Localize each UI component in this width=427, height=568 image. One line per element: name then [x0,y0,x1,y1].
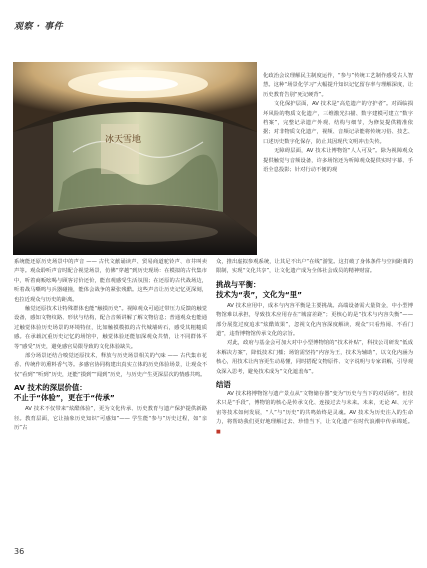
exhibition-hall-photo [13,62,257,255]
paragraph: 无障碍层面，AV 技术让博物馆“人人可及”。除为视障观众提供触觉与音频设备，许多场馆还为听障观众提供实时字幕、手语全息投影；针对行动不便的观 [263,148,413,174]
paragraph: 对此，政府与基金会可加大对中小型博物馆的“技术补贴”，科技公司研发“低成本解决方案”，降低技术门槛；场馆需坚持“内容为王，技术为辅助”，以文化内涵为核心，用技术让内容更生动易懂，同时搭配文物原件、文字说明与专家讲解，引导观众深入思考，避免技术成为“文化遮羞布”。 [216,340,413,375]
paragraph: 众，推出虚拟参观系统，让其足不出户“在线”游览。这打破了身体条件与空间距离的限制，实现“文化共享”，让文化遗产成为全体社会成员的精神财富。 [216,259,413,275]
paragraph: 文化保护层面，AV 技术是“高危遗产的守护者”。对面临损坏风险的物质文化遗产，三维激光扫描、数字建模可建立“数字档案”，完整记录遗产外观、结构与细节，为修复提供精准依据；对非物质文化遗产，视频、音频记录能将传统习俗、技艺、口述历史数字化保存，防止其因现代文明冲击失传。 [263,101,413,145]
section-heading: 结语 [216,380,231,390]
section-subheading: 不止于“体验”，更在于“传承” [14,393,115,403]
end-mark: ■ [216,428,221,435]
section-header [14,14,134,32]
conclusion-text: AV 技术将博物馆与遗产景点从“文物储存器”变为“历史与当下的对话场”。但技术只是“手段”，博物馆的核心是传承文化、连接过去与未来。未来，无论 AI、元宇宙等技术如何发展，“人”与“历史”的共鸣始终是灵魂。AV 技术为历史注入的生命力，将帮助我们更好地理解过去、珍惜当下，让文化遗产在时代浪潮中传承绵延。 [216,391,413,426]
section-subheading: 技术为“表”，文化为“里” [216,289,302,299]
exhibition-hall-illustration [13,62,257,255]
column-left [14,258,207,434]
paragraph: 系统能还原历史场景中的声音 —— 古代文献诵读声、贸易商道驼铃声、市井叫卖声等。观众聆听声音时配合视觉场景，仿佛“穿越”到历史现场：在模拟的古代集市中，听着商贩吆喝与顾客讨价还价，能直观感受生活氛围；在还原的古代战场边，听着战马嘶鸣与兵器碰撞，能体会战争的紧张残酷。这些声音让历史记忆更深刻，也拉近观众与历史的距离。 [14,259,207,303]
column-right-bottom [216,258,413,437]
paragraph [216,390,413,437]
section-heading: 挑战与平衡： [216,279,261,289]
section-title: 观察 · 事件 [14,22,64,32]
column-right-top [263,72,413,175]
paragraph: 化政治会议理解民主制度运作，“参与”传统工艺制作感受古人智慧。这种“场景化学习”大幅提升知识记忆留存率与理解深度，让历史教育告别“死记硬背”。 [263,73,413,98]
paragraph: 触觉还原技术让特殊群体也能“触摸历史”。视障观众可通过带压力反馈的触觉设备，感知文物纹路、形状与结构，配合音频讲解了解文物信息；普通观众也能通过触觉体验历史场景的环境特征，比如触摸模拟的古代城墙砖石，感受其粗糙质感。在承载沉重历史记忆的场馆中，触觉体验还能加深观众共情，让不同群体平等“感受”历史，避免感官局限导致的文化体验缺失。 [14,306,207,350]
section-heading: AV 技术的深层价值： [14,383,87,393]
paragraph: AV 技术应用中，成本与内容平衡是主要挑战。高端设备需大量资金，中小型博物馆难以承担，导致技术应用存在“城富差距”；更核心的是“技术与内容失衡”—— 部分展览过度追求“炫酷效果”，忽视文化内容深度解读，观众“只看热闹、不看门道”，违背博物馆传承文化的宗旨。 [216,302,413,338]
paragraph: AV 技术不仅带来“炫酷体验”，更为文化传承、历史教育与遗产保护提供新路径。教育层面，它让抽象历史知识“可感知”—— 学生能“参与”历史过程，如“亲历”古 [14,406,207,432]
paragraph: 部分场景还结合嗅觉还原技术，释放与历史场景相关的气味 —— 古代集市花香、传统作坊熏料香气等。多感官协同构建出真实立体的历史体验场景，让观众不仅“看到”“听到”历史，还能“摸到”“闻到”历史，与历史产生更深层次的情感共鸣。 [14,353,207,378]
page-number: 36 [14,547,25,556]
calligraphy-text: 冰天雪地 [105,135,142,145]
